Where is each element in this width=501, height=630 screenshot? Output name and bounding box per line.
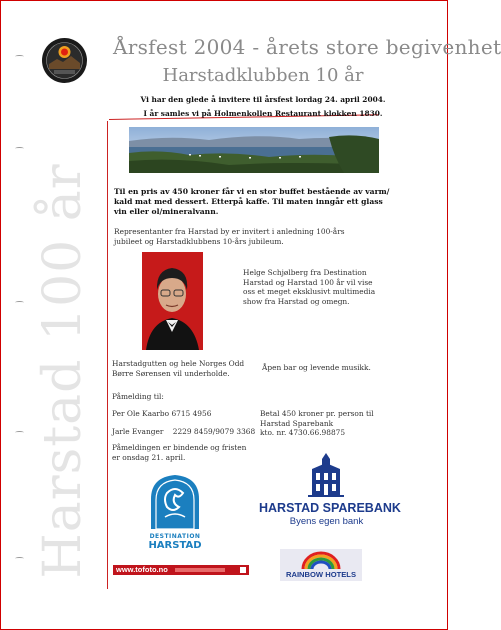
- price-line: Til en pris av 450 kroner får vi en stor buffet bestående av varm/: [114, 187, 390, 196]
- deadline-line: er onsdag 21. april.: [112, 452, 186, 462]
- harstad-label: HARSTAD: [148, 540, 202, 551]
- rainbow-hotels-logo: [280, 549, 362, 581]
- sidebar-watermark: Harstad 100 år: [33, 163, 93, 579]
- guest-line: Helge Schjølberg fra Destination: [243, 268, 367, 277]
- punch-hole: [15, 431, 24, 434]
- page-subtitle: Harstadklubben 10 år: [162, 65, 364, 86]
- rainbow-label: RAINBOW HOTELS: [285, 570, 357, 579]
- destination-harstad-logo: [145, 473, 205, 551]
- payment-paragraph: [260, 409, 410, 438]
- price-paragraph: [114, 187, 399, 217]
- bank-building-icon: [308, 453, 344, 497]
- registration-heading: Påmelding til:: [112, 392, 164, 401]
- contact-per-ole: Per Ole Kaarbo 6715 4956: [112, 409, 212, 418]
- banner-badge-icon: [240, 567, 246, 573]
- price-line: kald mat med dessert. Etterpå kaffe. Til maten inngår ett glass: [114, 197, 383, 206]
- intro-line-2: I år samles vi på Holmenkollen Restaurant klokken 1830.: [143, 109, 383, 118]
- rainbow-icon: [301, 551, 341, 569]
- bank-tagline: Byens egen bank: [289, 516, 364, 527]
- intro-line-1: Vi har den glede å invitere til årsfest lordag 24. april 2004.: [140, 95, 386, 104]
- guest-line: Harstad og Harstad 100 år vil vise: [243, 277, 373, 287]
- harstad-sparebank-logo: [259, 453, 401, 533]
- club-logo: [41, 37, 88, 84]
- divider-vertical: [107, 121, 108, 589]
- speaker-portrait-photo: [142, 252, 203, 350]
- destination-label: DESTINATION: [149, 533, 201, 540]
- punch-hole: [15, 557, 24, 560]
- payment-line: Harstad Sparebank: [260, 418, 334, 428]
- guest-line: oss et meget eksklusivt multimedia: [243, 287, 376, 297]
- destination-emblem-icon: [145, 473, 205, 529]
- payment-line: kto. nr. 4730.66.98875: [260, 428, 346, 438]
- entertainment-paragraph: [112, 359, 262, 378]
- page-title: Årsfest 2004 - årets store begivenhet: [113, 35, 501, 59]
- guest-line: show fra Harstad og omegn.: [243, 296, 350, 306]
- tofoto-url[interactable]: www.tofoto.no: [116, 565, 168, 574]
- harstad-panorama-photo: [129, 127, 379, 173]
- contact-jarle: Jarle Evanger 2229 8459/9079 3368: [112, 427, 256, 436]
- banner-decoration: [175, 568, 225, 572]
- price-line: vin eller ol/mineralvann.: [114, 207, 219, 216]
- registration-deadline: [112, 443, 262, 462]
- entertainment-line: Børre Sørensen vil underholde.: [112, 368, 230, 378]
- punch-hole: [15, 301, 24, 304]
- representatives-paragraph: [114, 227, 399, 246]
- payment-line: Betal 450 kroner pr. person til: [260, 409, 374, 418]
- bank-name: HARSTAD SPAREBANK: [259, 501, 401, 515]
- bar-music-text: Åpen bar og levende musikk.: [262, 363, 371, 372]
- entertainment-line: Harstadgutten og hele Norges Odd: [112, 359, 245, 368]
- tofoto-banner[interactable]: [113, 565, 249, 575]
- punch-hole: [15, 55, 24, 58]
- deadline-line: Påmeldingen er bindende og fristen: [112, 443, 247, 452]
- representatives-line: jubileet og Harstadklubbens 10-års jubileum.: [114, 236, 284, 246]
- punch-hole: [15, 147, 24, 150]
- guest-paragraph: [243, 268, 403, 306]
- representatives-line: Representanter fra Harstad by er invitert i anledning 100-års: [114, 227, 345, 236]
